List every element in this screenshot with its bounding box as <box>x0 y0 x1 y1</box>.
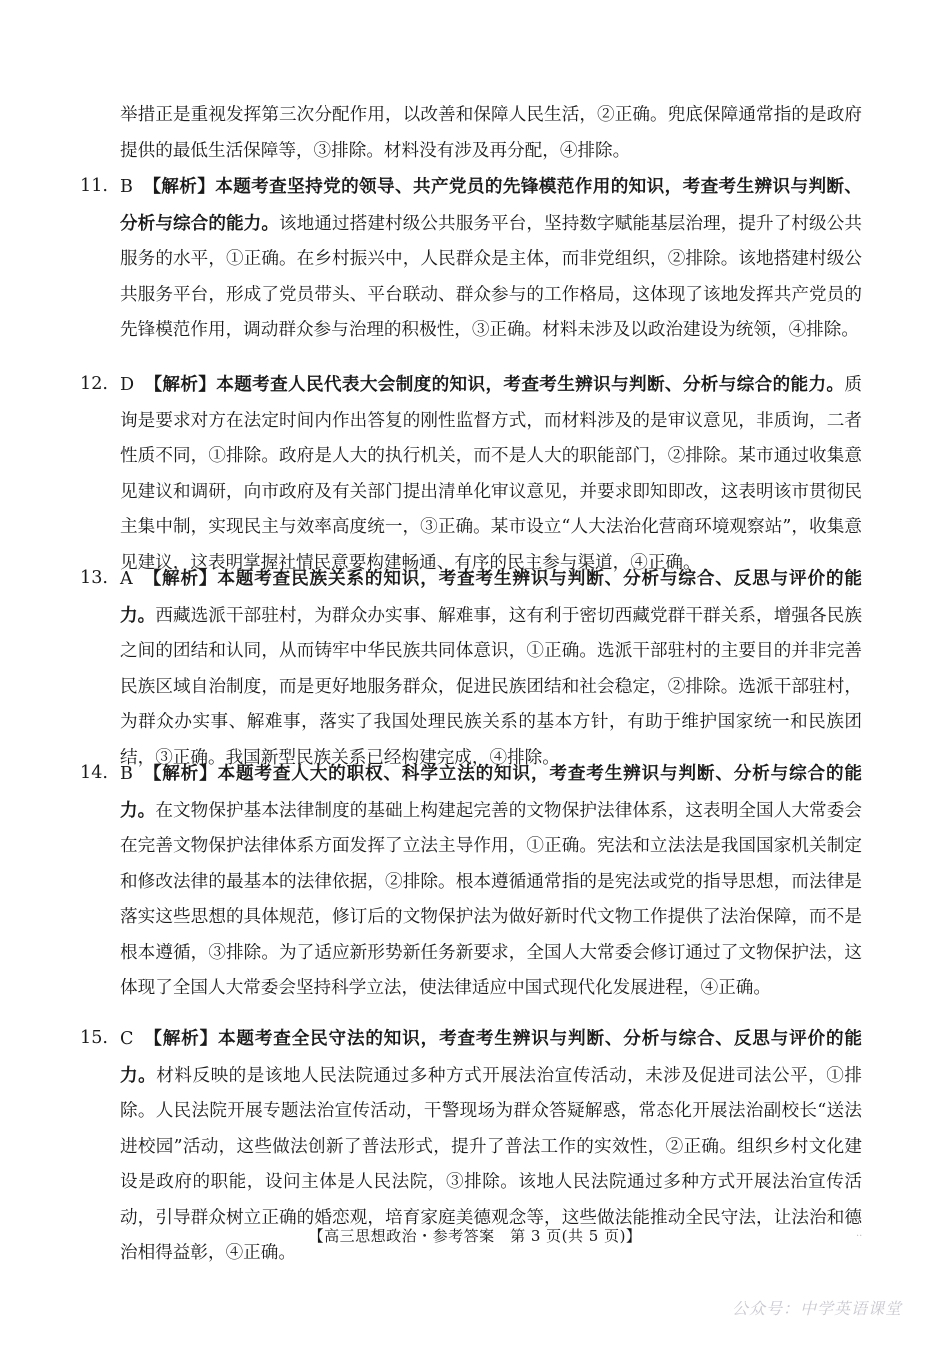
answer-item-13 <box>80 561 862 776</box>
intro-paragraph: 举措正是重视发挥第三次分配作用，以改善和保障人民生活，②正确。兜底保障通常指的是政府提供的最低生活保障等，③排除。材料没有涉及再分配，④排除。 <box>120 105 862 161</box>
question-focus: 本题考查坚持党的领导、共产党员的先锋模范作用的知识，考查考生辨识与判断、分析与综合的能力。 <box>120 176 862 234</box>
answer-item-11 <box>80 169 862 349</box>
answer-item-12 <box>80 367 862 581</box>
watermark: 公众号：中学英语课堂 <box>731 1299 902 1318</box>
item-number: 12. <box>80 374 108 394</box>
footer-dots: .. <box>856 1228 863 1239</box>
question-focus: 本题考查人民代表大会制度的知识，考查考生辨识与判断、分析与综合的能力。 <box>216 374 845 395</box>
analysis-text: 该地通过搭建村级公共服务平台，坚持数字赋能基层治理，提升了村级公共服务的水平，①正确。在乡村振兴中，人民群众是主体，而非党组织，②排除。该地搭建村级公共服务平台，形成了党员带头、平台联动、群众参与的工作格局，这体现了该地发挥共产党员的先锋模范作用，调动群众参与治理的积极性，③正确。材料未涉及以政治建设为统领，④排除。 <box>120 213 862 340</box>
analysis-tag: 【解析】 <box>142 763 218 784</box>
answer-letter: C <box>120 1029 134 1049</box>
analysis-text: 在文物保护基本法律制度的基础上构建起完善的文物保护法律体系，这表明全国人大常委会在完善文物保护法律体系方面发挥了立法主导作用，①正确。宪法和立法法是我国国家机关制定和修改法律的最基本的法律依据，②排除。根本遵循通常指的是宪法或党的指导思想，而法律是落实这些思想的具体规范，修订后的文物保护法为做好新时代文物工作提供了法治保障，而不是根本遵循，③排除。为了适应新形势新任务新要求，全国人大常委会修订通过了文物保护法，这体现了全国人大常委会坚持科学立法，使法律适应中国式现代化发展进程，④正确。 <box>120 800 862 998</box>
analysis-tag: 【解析】 <box>142 176 216 197</box>
question-focus: 本题考查民族关系的知识，考查考生辨识与判断、分析与综合、反思与评价的能力。 <box>120 568 862 626</box>
answer-letter: B <box>120 177 133 197</box>
item-number: 14. <box>80 763 108 783</box>
answer-letter: D <box>120 375 135 395</box>
question-focus: 本题考查全民守法的知识，考查考生辨识与判断、分析与综合、反思与评价的能力。 <box>120 1028 862 1086</box>
answer-letter: B <box>120 764 133 784</box>
analysis-tag: 【解析】 <box>142 568 218 589</box>
page-footer: 【高三思想政治・参考答案 第 3 页(共 5 页)】 <box>308 1227 642 1245</box>
question-focus: 本题考查人大的职权、科学立法的知识，考查考生辨识与判断、分析与综合的能力。 <box>120 763 862 821</box>
item-number: 13. <box>80 568 108 588</box>
analysis-text: 西藏选派干部驻村，为群众办实事、解难事，这有利于密切西藏党群干群关系，增强各民族之间的团结和认同，从而铸牢中华民族共同体意识，①正确。选派干部驻村的主要目的并非完善民族区域自治制度，而是更好地服务群众，促进民族团结和社会稳定，②排除。选派干部驻村，为群众办实事、解难事，落实了我国处理民族关系的基本方针，有助于维护国家统一和民族团结，③正确。我国新型民族关系已经构建完成，④排除。 <box>120 605 862 768</box>
item-number: 15. <box>80 1028 108 1048</box>
analysis-tag: 【解析】 <box>143 1028 218 1049</box>
answer-letter: A <box>120 569 133 589</box>
analysis-text: 材料反映的是该地人民法院通过多种方式开展法治宣传活动，未涉及促进司法公平，①排除。人民法院开展专题法治宣传活动，干警现场为群众答疑解惑，常态化开展法治副校长“送法进校园”活动，这些做法创新了普法形式，提升了普法工作的实效性，②正确。组织乡村文化建设是政府的职能，设问主体是人民法院，③排除。该地人民法院通过多种方式开展法治宣传活动，引导群众树立正确的婚恋观，培育家庭美德观念等，这些做法能推动全民守法，让法治和德治相得益彰，④正确。 <box>120 1065 862 1263</box>
analysis-tag: 【解析】 <box>144 374 217 395</box>
analysis-text: 质询是要求对方在法定时间内作出答复的刚性监督方式，而材料涉及的是审议意见，非质询，二者性质不同，①排除。政府是人大的执行机关，而不是人大的职能部门，②排除。某市通过收集意见建议和调研，向市政府及有关部门提出清单化审议意见，并要求即知即改，这表明该市贯彻民主集中制，实现民主与效率高度统一，③正确。某市设立“人大法治化营商环境观察站”，收集意见建议，这表明掌握社情民意要构建畅通、有序的民主参与渠道，④正确。 <box>120 375 862 573</box>
item-number: 11. <box>80 176 108 196</box>
answer-item-14 <box>80 756 862 1007</box>
